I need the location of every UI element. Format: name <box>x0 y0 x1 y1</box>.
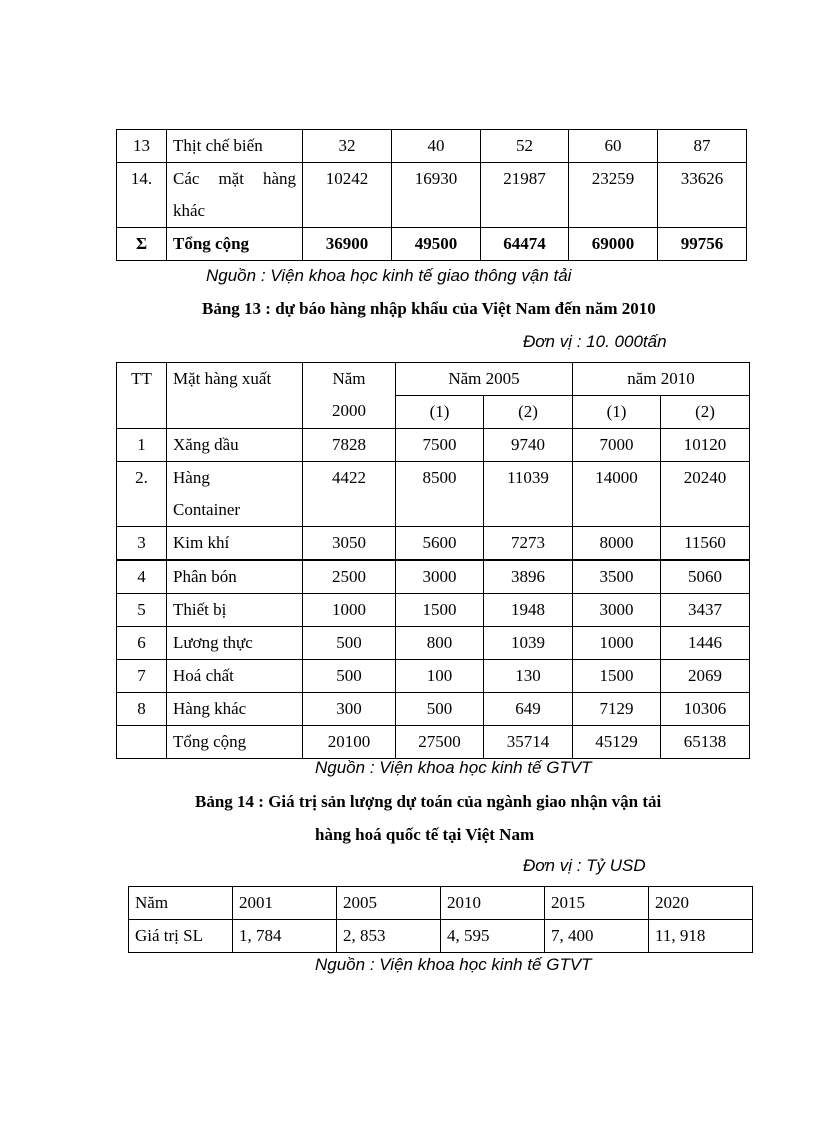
cell-value: 99756 <box>658 228 747 261</box>
cell-name: Phân bón <box>167 560 303 594</box>
cell-name: Hoá chất <box>167 660 303 693</box>
table-row <box>117 462 750 527</box>
cell-value: 8000 <box>573 527 661 561</box>
cell-value: 1446 <box>661 627 750 660</box>
cell-name: Thiết bị <box>167 594 303 627</box>
cell-value: 500 <box>303 627 396 660</box>
cell-name-line1: Các mặt hàng <box>173 169 296 188</box>
header-item: Mặt hàng xuất <box>167 363 303 429</box>
cell-value: 2069 <box>661 660 750 693</box>
cell-value: 4, 595 <box>441 920 545 953</box>
cell-value: 20240 <box>661 462 750 527</box>
table-14-unit: Đơn vị : Tỷ USD <box>523 856 646 875</box>
table-row-total <box>117 726 750 759</box>
header-cell: 2010 <box>441 887 545 920</box>
cell-value: 21987 <box>481 163 569 228</box>
cell-name: Hàng khác <box>167 693 303 726</box>
cell-value: 35714 <box>484 726 573 759</box>
cell-value: 10120 <box>661 429 750 462</box>
cell-value: 130 <box>484 660 573 693</box>
cell-value: 500 <box>396 693 484 726</box>
cell-value: 4422 <box>303 462 396 527</box>
cell-value: 16930 <box>392 163 481 228</box>
cell-tt: Σ <box>117 228 167 261</box>
cell-value: 500 <box>303 660 396 693</box>
cell-value: 3000 <box>396 560 484 594</box>
table-row-total <box>117 228 747 261</box>
cell-value: 33626 <box>658 163 747 228</box>
header-cell: 2015 <box>545 887 649 920</box>
cell-value: 1500 <box>573 660 661 693</box>
cell-label: Giá trị SL <box>129 920 233 953</box>
table-13-title: Bảng 13 : dự báo hàng nhập khẩu của Việt Nam đến năm 2010 <box>202 299 656 318</box>
header-cell: 2001 <box>233 887 337 920</box>
cell-name <box>167 163 303 228</box>
table-row <box>129 920 753 953</box>
cell-value: 7500 <box>396 429 484 462</box>
table-14-title-line1: Bảng 14 : Giá trị sản lượng dự toán của ngành giao nhận vận tải <box>195 792 662 811</box>
cell-value: 14000 <box>573 462 661 527</box>
table-14-source: Nguồn : Viện khoa học kinh tế GTVT <box>315 955 592 974</box>
cell-value: 1948 <box>484 594 573 627</box>
table-row <box>117 429 750 462</box>
table-row <box>117 560 750 594</box>
header-2010: năm 2010 <box>573 363 750 396</box>
cell-value: 1039 <box>484 627 573 660</box>
cell-value: 87 <box>658 130 747 163</box>
cell-value: 1500 <box>396 594 484 627</box>
cell-name-line2: khác <box>173 201 206 220</box>
cell-name-line2: Container <box>173 500 241 519</box>
subheader-1: (1) <box>396 396 484 429</box>
header-2000-line2: 2000 <box>332 401 366 420</box>
cell-value: 69000 <box>569 228 658 261</box>
cell-value: 8500 <box>396 462 484 527</box>
cell-value: 3000 <box>573 594 661 627</box>
cell-tt: 7 <box>117 660 167 693</box>
table-row <box>117 130 747 163</box>
cell-value: 64474 <box>481 228 569 261</box>
cell-value: 20100 <box>303 726 396 759</box>
table-13-source: Nguồn : Viện khoa học kinh tế GTVT <box>315 758 592 777</box>
cell-value: 1000 <box>573 627 661 660</box>
cell-value: 32 <box>303 130 392 163</box>
cell-value: 60 <box>569 130 658 163</box>
cell-name: Xăng dầu <box>167 429 303 462</box>
cell-value: 9740 <box>484 429 573 462</box>
cell-value: 5060 <box>661 560 750 594</box>
table-13 <box>116 362 750 759</box>
cell-value: 7129 <box>573 693 661 726</box>
cell-value: 7000 <box>573 429 661 462</box>
cell-tt: 5 <box>117 594 167 627</box>
header-cell: 2020 <box>649 887 753 920</box>
cell-value: 1, 784 <box>233 920 337 953</box>
cell-tt: 14. <box>117 163 167 228</box>
cell-value: 300 <box>303 693 396 726</box>
cell-value: 11039 <box>484 462 573 527</box>
cell-tt: 4 <box>117 560 167 594</box>
header-2000-line1: Năm <box>332 369 366 388</box>
cell-value: 7828 <box>303 429 396 462</box>
table-row <box>117 527 750 561</box>
cell-name: Lương thực <box>167 627 303 660</box>
cell-value: 11, 918 <box>649 920 753 953</box>
table-14-title-line2: hàng hoá quốc tế tại Việt Nam <box>315 825 535 844</box>
cell-tt: 2. <box>117 462 167 527</box>
table-header-row <box>129 887 753 920</box>
cell-value: 49500 <box>392 228 481 261</box>
cell-value: 7273 <box>484 527 573 561</box>
cell-tt: 6 <box>117 627 167 660</box>
cell-value: 52 <box>481 130 569 163</box>
cell-tt: 8 <box>117 693 167 726</box>
cell-tt: 13 <box>117 130 167 163</box>
cell-name-line1: Hàng <box>173 468 210 487</box>
cell-value: 3437 <box>661 594 750 627</box>
table-13-unit: Đơn vị : 10. 000tấn <box>523 332 667 351</box>
cell-value: 7, 400 <box>545 920 649 953</box>
cell-tt: 1 <box>117 429 167 462</box>
cell-value: 649 <box>484 693 573 726</box>
cell-name: Kim khí <box>167 527 303 561</box>
source-note: Nguồn : Viện khoa học kinh tế giao thông vận tải <box>206 266 572 285</box>
cell-value: 5600 <box>396 527 484 561</box>
cell-value: 100 <box>396 660 484 693</box>
table-row <box>117 693 750 726</box>
cell-value: 10242 <box>303 163 392 228</box>
cell-value: 3500 <box>573 560 661 594</box>
header-cell: Năm <box>129 887 233 920</box>
cell-value: 11560 <box>661 527 750 561</box>
cell-value: 40 <box>392 130 481 163</box>
cell-name <box>167 462 303 527</box>
cell-value: 65138 <box>661 726 750 759</box>
subheader-2: (2) <box>484 396 573 429</box>
header-tt: TT <box>117 363 167 429</box>
subheader-1: (1) <box>573 396 661 429</box>
table-row <box>117 163 747 228</box>
cell-tt <box>117 726 167 759</box>
table-14 <box>128 886 753 953</box>
cell-value: 3050 <box>303 527 396 561</box>
cell-value: 2, 853 <box>337 920 441 953</box>
cell-value: 2500 <box>303 560 396 594</box>
table-row <box>117 660 750 693</box>
table-row <box>117 627 750 660</box>
cell-value: 23259 <box>569 163 658 228</box>
cell-value: 3896 <box>484 560 573 594</box>
header-cell: 2005 <box>337 887 441 920</box>
header-2005: Năm 2005 <box>396 363 573 396</box>
table-previous-continuation <box>116 129 747 261</box>
cell-tt: 3 <box>117 527 167 561</box>
cell-name: Tổng cộng <box>167 228 303 261</box>
cell-value: 800 <box>396 627 484 660</box>
subheader-2: (2) <box>661 396 750 429</box>
cell-value: 45129 <box>573 726 661 759</box>
cell-name: Tổng cộng <box>167 726 303 759</box>
cell-value: 27500 <box>396 726 484 759</box>
table-row <box>117 594 750 627</box>
cell-value: 36900 <box>303 228 392 261</box>
cell-value: 1000 <box>303 594 396 627</box>
cell-name: Thịt chế biến <box>167 130 303 163</box>
header-2000 <box>303 363 396 429</box>
cell-value: 10306 <box>661 693 750 726</box>
table-header-row <box>117 363 750 396</box>
